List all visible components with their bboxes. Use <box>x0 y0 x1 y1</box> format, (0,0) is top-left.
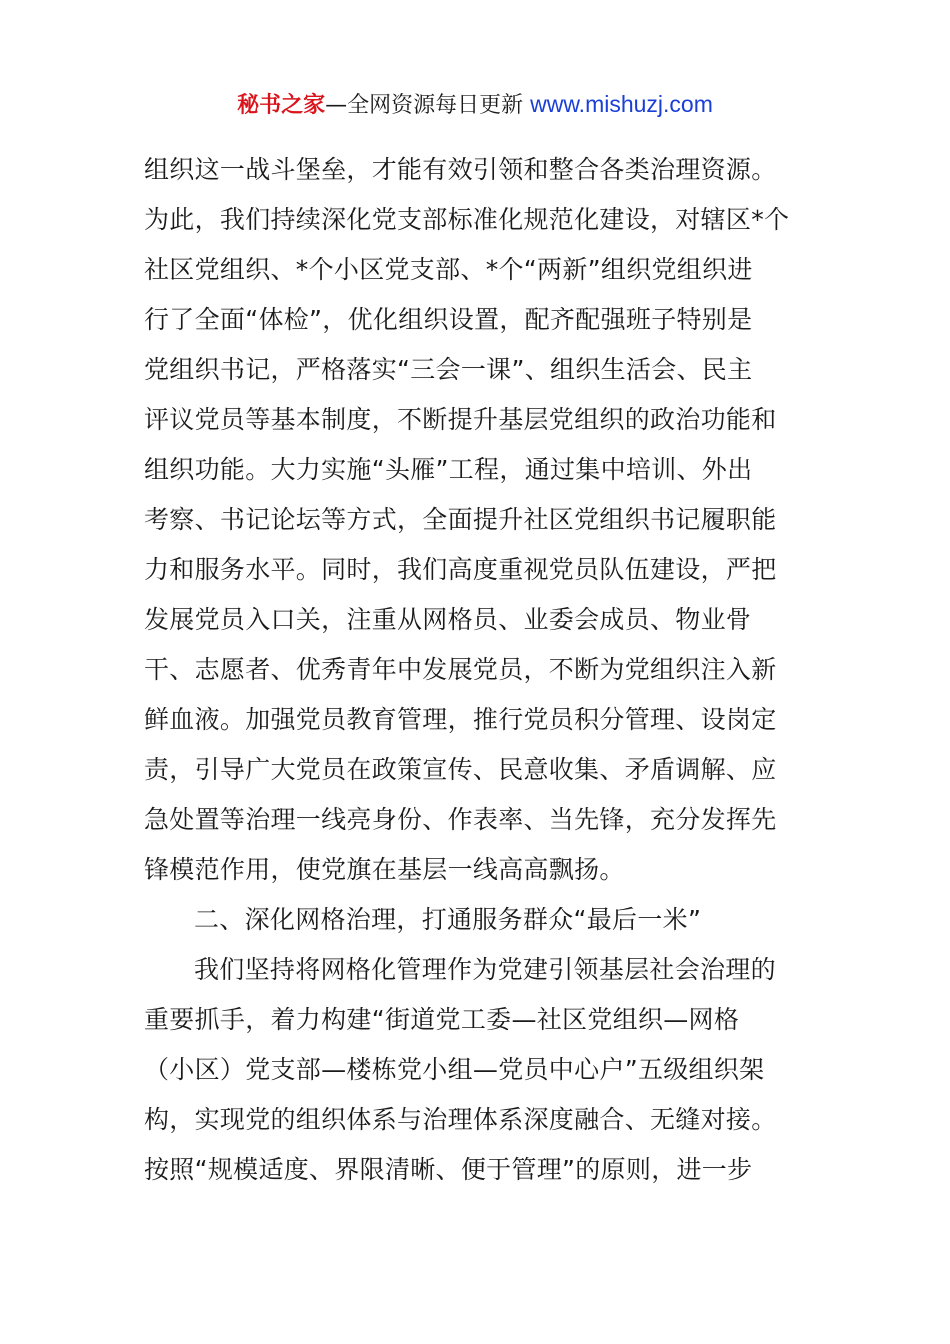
paragraph-first-line: 我们坚持将网格化管理作为党建引领基层社会治理的 <box>194 955 776 984</box>
text-line: 组织功能。大力实施“头雁”工程，通过集中培训、外出 <box>144 455 753 484</box>
header-slogan: —全网资源每日更新 <box>325 93 524 118</box>
text-line: 组织这一战斗堡垒，才能有效引领和整合各类治理资源。 <box>144 155 777 184</box>
text-line: 考察、书记论坛等方式，全面提升社区党组织书记履职能 <box>144 505 777 534</box>
text-line: 责，引导广大党员在政策宣传、民意收集、矛盾调解、应 <box>144 755 777 784</box>
site-url[interactable]: www.mishuzj.com <box>530 91 713 117</box>
text-line: 按照“规模适度、界限清晰、便于管理”的原则，进一步 <box>144 1155 753 1184</box>
text-line: 评议党员等基本制度，不断提升基层党组织的政治功能和 <box>144 405 777 434</box>
brand-name: 秘书之家 <box>237 93 326 118</box>
text-line: 力和服务水平。同时，我们高度重视党员队伍建设，严把 <box>144 555 777 584</box>
text-line: 构，实现党的组织体系与治理体系深度融合、无缝对接。 <box>144 1105 777 1134</box>
text-line: 重要抓手，着力构建“街道党工委—社区党组织—网格 <box>144 1005 740 1034</box>
text-line: 社区党组织、*个小区党支部、*个“两新”组织党组织进 <box>144 255 753 284</box>
text-line: 发展党员入口关，注重从网格员、业委会成员、物业骨 <box>144 605 752 634</box>
site-header <box>0 88 950 122</box>
text-line: （小区）党支部—楼栋党小组—党员中心户”五级组织架 <box>144 1055 765 1084</box>
text-line: 锋模范作用，使党旗在基层一线高高飘扬。 <box>144 855 625 884</box>
text-line: 行了全面“体检”，优化组织设置，配齐配强班子特别是 <box>144 305 753 334</box>
text-line: 急处置等治理一线亮身份、作表率、当先锋，充分发挥先 <box>144 805 777 834</box>
document-body <box>144 145 806 1195</box>
text-line: 为此，我们持续深化党支部标准化规范化建设，对辖区*个 <box>144 205 790 234</box>
text-line: 鲜血液。加强党员教育管理，推行党员积分管理、设岗定 <box>144 705 777 734</box>
text-line: 干、志愿者、优秀青年中发展党员，不断为党组织注入新 <box>144 655 777 684</box>
text-line: 党组织书记，严格落实“三会一课”、组织生活会、民主 <box>144 355 753 384</box>
section-heading: 二、深化网格治理，打通服务群众“最后一米” <box>194 905 702 934</box>
